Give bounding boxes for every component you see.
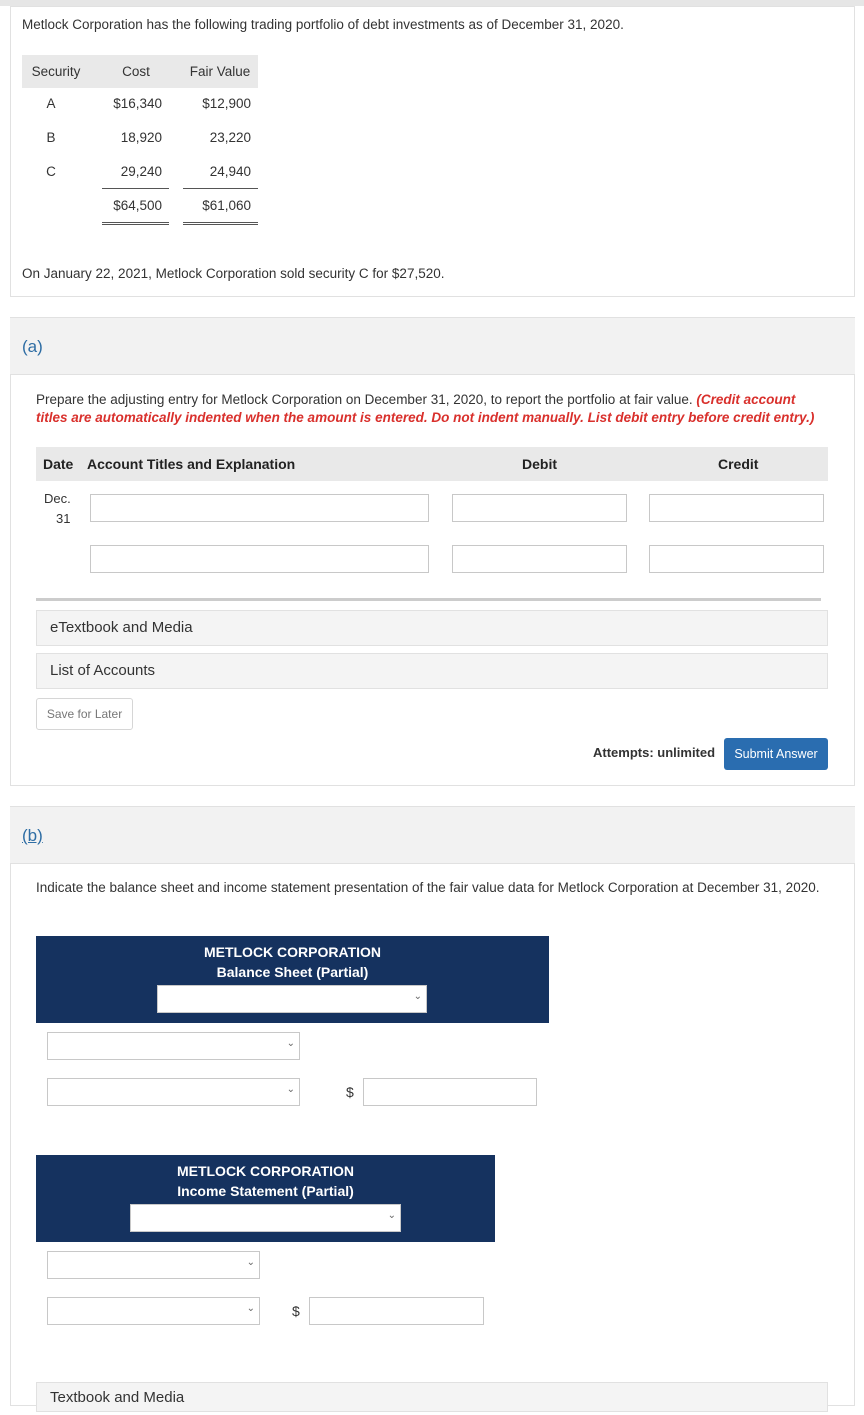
journal-header [36, 447, 828, 481]
is-company: METLOCK CORPORATION [176, 1163, 355, 1179]
total-double-line-cost [102, 222, 169, 225]
problem-panel [10, 6, 855, 297]
intro-text: Metlock Corporation has the following trading portfolio of debt investments as of December 31, 2020. [22, 17, 624, 32]
debit-input-2[interactable] [452, 545, 627, 573]
list-accounts-label: List of Accounts [50, 662, 156, 679]
is-account-select[interactable] [47, 1297, 260, 1325]
save-for-later-button[interactable]: Save for Later [36, 698, 133, 730]
bs-date-select[interactable] [157, 985, 427, 1013]
part-b-header [10, 807, 855, 864]
is-amount-input[interactable] [309, 1297, 484, 1325]
submit-answer-button[interactable]: Submit Answer [724, 738, 828, 770]
is-date-select[interactable] [130, 1204, 401, 1232]
etextbook-label: eTextbook and Media [50, 619, 193, 636]
header-security: Security [22, 55, 90, 88]
chevron-down-icon: ⌄ [246, 1257, 255, 1268]
is-category-select[interactable] [47, 1251, 260, 1279]
chevron-down-icon: ⌄ [387, 1210, 396, 1221]
debit-input-1[interactable] [452, 494, 627, 522]
part-a-header [10, 318, 855, 375]
account-input-2[interactable] [90, 545, 429, 573]
etextbook-bar[interactable] [36, 610, 828, 646]
bottom-etextbook-label: Textbook and Media [50, 1389, 185, 1406]
row-b-security: B [46, 130, 56, 145]
row-c-cost: 29,240 [120, 164, 162, 179]
row-a-cost: $16,340 [113, 96, 162, 111]
bs-amount-input[interactable] [363, 1078, 537, 1106]
col-date: Date [43, 456, 74, 472]
sale-note: On January 22, 2021, Metlock Corporation sold security C for $27,520. [22, 266, 445, 281]
bs-category-select[interactable] [47, 1032, 300, 1060]
account-input-1[interactable] [90, 494, 429, 522]
part-b-instruction: Indicate the balance sheet and income statement presentation of the fair value data for Metlock Corporation at December 31, 2020. [36, 880, 820, 895]
col-account: Account Titles and Explanation [87, 456, 296, 472]
col-debit: Debit [522, 456, 557, 472]
attempts-text: Attempts: unlimited [593, 745, 716, 760]
row-b-fair: 23,220 [209, 130, 251, 145]
list-accounts-bar[interactable] [36, 653, 828, 689]
subtotal-line-fair [183, 188, 258, 189]
date-month: Dec. [44, 491, 71, 506]
row-b-cost: 18,920 [120, 130, 162, 145]
row-c-fair: 24,940 [209, 164, 251, 179]
income-statement-header [36, 1155, 495, 1242]
header-cost: Cost [90, 55, 182, 88]
chevron-down-icon: ⌄ [286, 1038, 295, 1049]
row-a-fair: $12,900 [202, 96, 251, 111]
part-b-label[interactable]: (b) [22, 826, 43, 845]
header-fair-value: Fair Value [182, 55, 258, 88]
credit-input-1[interactable] [649, 494, 824, 522]
is-dollar-sign: $ [292, 1303, 300, 1319]
journal-divider [36, 598, 821, 601]
bottom-etextbook-bar[interactable] [36, 1382, 828, 1412]
chevron-down-icon: ⌄ [286, 1084, 295, 1095]
part-a-instruction-text: Prepare the adjusting entry for Metlock Corporation on December 31, 2020, to report the portfolio at fair value. [36, 392, 693, 407]
balance-sheet-header [36, 936, 549, 1023]
part-a-label: (a) [22, 337, 43, 356]
bs-company: METLOCK CORPORATION [203, 944, 382, 960]
subtotal-line-cost [102, 188, 169, 189]
is-title: Income Statement (Partial) [177, 1183, 354, 1199]
row-a-security: A [46, 96, 56, 111]
chevron-down-icon: ⌄ [413, 991, 422, 1002]
chevron-down-icon: ⌄ [246, 1303, 255, 1314]
total-cost: $64,500 [113, 198, 162, 213]
total-double-line-fair [183, 222, 258, 225]
bs-dollar-sign: $ [346, 1084, 354, 1100]
total-fair: $61,060 [202, 198, 251, 213]
bs-title: Balance Sheet (Partial) [216, 964, 369, 980]
part-a-instruction-red: (Credit account titles are automatically indented when the amount is entered. Do not indent manually. List debit entry before credit entry.) [36, 392, 815, 425]
date-day: 31 [56, 511, 71, 526]
part-a-instruction [36, 391, 826, 427]
bs-account-select[interactable] [47, 1078, 300, 1106]
row-c-security: C [46, 164, 56, 179]
col-credit: Credit [718, 456, 759, 472]
credit-input-2[interactable] [649, 545, 824, 573]
